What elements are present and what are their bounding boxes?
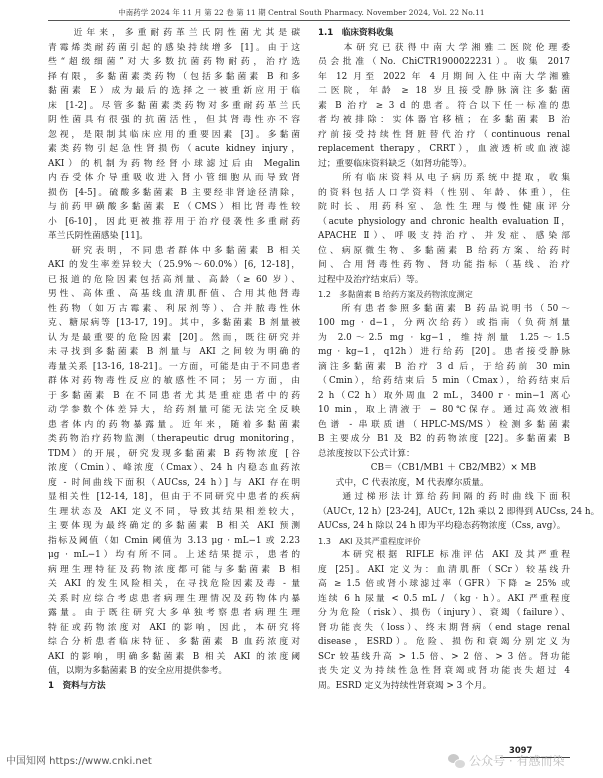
text-line: disease，ESRD）。危险、损伤和衰竭分别定义为 <box>318 637 570 647</box>
text-line: 研究表明，不同患者群体中多黏菌素 B 相关 <box>48 245 300 256</box>
text-line: 关系时应综合考虑患者病理生理情况及药物体内暴 <box>48 593 300 604</box>
text-line: 革兰氏阴性菌感染 [11]。 <box>48 231 149 241</box>
text-line: 毒量关系 [13-16, 18-21]。一方面，可能是由于不同患者 <box>48 361 300 372</box>
running-head: 中南药学 2024 年 11 月 第 22 卷 第 11 期 Central South Pharmacy. November 2024, Vol. 22 No.11 <box>118 8 485 17</box>
section-heading: 1 资料与方法 <box>48 680 106 691</box>
text-line: 指标及阈值（如 Cmin 阈值为 3.13 μg · mL−1 或 2.23 <box>48 535 300 546</box>
text-line: 年 12 月至 2022 年 4 月期间入住中南大学湘雅 <box>318 71 570 82</box>
text-line: 动学参数个体差异大，给药剂量可能无法完全反映 <box>48 405 300 415</box>
text-line: 间、合用肾毒性药物、肾功能指标（基线、治疗 <box>318 260 570 270</box>
text-line: 度 [25]。AKI 定义为：血清肌酐（SCr）较基线升 <box>318 564 570 575</box>
text-line: 群体对药物毒性反应的敏感性不同；另一方面，由 <box>48 376 300 386</box>
watermark-text: 公众号 · 有感而染 <box>469 754 565 768</box>
text-line: 分为危险（risk）、损伤（injury）、衰竭（failure）、 <box>318 608 570 618</box>
text-line: 损伤 [4-5]。硫酸多黏菌素 B 主要经非肾途径清除， <box>48 187 300 198</box>
text-line: 丧失定义为持续性急性肾衰竭或肾功能丧失超过 4 <box>318 666 570 676</box>
text-line: μg · mL−1）均有所不同。上述结果提示，患者的 <box>48 550 300 560</box>
text-line: 总浓度按以下公式计算： <box>318 448 415 459</box>
text-line: 克、糖尿病等 [13-17, 19]。其中，多黏菌素 B 剂量被 <box>48 318 300 328</box>
text-line: 浓度（Cmin）、峰浓度（Cmax）、24 h 内稳态血药浓 <box>48 463 300 473</box>
text-line: 院时长、用药科室、急性生理与慢性健康评分 <box>318 202 570 212</box>
right-column <box>318 26 600 693</box>
text-line: 本研究已获得中南大学湘雅二医院伦理委 <box>318 42 570 53</box>
watermark <box>448 752 564 769</box>
text-line: （Cmin），给药结束后 5 min（Cmax），给药结束后 <box>318 376 570 386</box>
text-line: 近年来，多重耐药革兰氏阴性菌尤其是碳 <box>48 28 300 38</box>
text-line: 主要体现为最终确定的多黏菌素 B 相关 AKI 预测 <box>48 521 300 531</box>
text-line: B 主要成分 B1 及 B2 的药物浓度 [22]。多黏菌素 B <box>318 434 570 444</box>
text-line: AKI 的发生率差异较大（25.9%～60.0%）[6, 12-18]， <box>48 260 300 270</box>
text-line: 特征或药物浓度对 AKI 的影响，因此，本研究将 <box>48 622 300 633</box>
text-line: 式中，C 代表浓度，M 代表摩尔质量。 <box>318 477 489 488</box>
wechat-icon <box>448 754 464 768</box>
text-line: replacement therapy，CRRT），血液透析或血液滤 <box>318 144 570 154</box>
text-line: 病理生理特征及药物浓度都可能与多黏菌素 B 相 <box>48 564 300 575</box>
text-line: 10 min，取上清液于 − 80℃保存。通过高效液相 <box>318 405 570 415</box>
cnki-logo[interactable]: 中国知网 https://www.cnki.net <box>6 756 152 767</box>
text-line: 滴注多黏菌素 B 治疗 3 d 后，于给药前 30 min <box>318 361 570 372</box>
text-line: 为 2.0～2.5 mg · kg−1，维持剂量 1.25～1.5 <box>318 332 570 343</box>
text-line: 关 AKI 的发生风险相关，在寻找危险因素及毒 - 量 <box>48 579 300 589</box>
text-line: 位、病原微生物、多黏菌素 B 给药方案、给药时 <box>318 245 570 256</box>
text-line: 床 [1-2]。尽管多黏菌素类药物对多重耐药革兰氏 <box>48 100 300 111</box>
text-line: 2 h（C2 h）取外周血 2 mL，3400 r · min−1 离心 <box>318 390 570 401</box>
text-line: 疗前接受持续性肾脏替代治疗（continuous renal <box>318 129 570 140</box>
text-line: 露量。由于既往研究大多单独考察患者病理生理 <box>48 608 300 618</box>
text-line: 者均被排除：实体器官移植；在多黏菌素 B 治 <box>318 115 570 125</box>
text-line: 未寻找到多黏菌素 B 剂量与 AKI 之间较为明确的 <box>48 347 300 357</box>
text-line: 于多黏菌素 B 在不同患者尤其是重症患者中的药 <box>48 390 300 401</box>
text-line: 值，以期为多黏菌素 B 的安全应用提供参考。 <box>48 666 228 676</box>
formula: CB＝（CB1/MB1 ＋ CB2/MB2）× MB <box>318 463 537 473</box>
text-line: 度 - 时间曲线下面积（AUCss, 24 h）] 与 AKI 存在明 <box>48 477 300 488</box>
text-line: 患者体内的药物暴露量。近年来，随着多黏菌素 <box>48 419 300 430</box>
text-line: 员会批准（No. ChiCTR1900022231）。收集 2017 <box>318 57 570 67</box>
text-line: 本研究根据 RIFLE 标准评估 AKI 及其严重程 <box>318 550 570 560</box>
text-line: 青霉烯类耐药菌引起的感染持续增多 [1]。由于这 <box>48 42 300 53</box>
text-line: 连续 6 h 尿量 < 0.5 mL / （kg · h）。AKI 严重程度 <box>318 593 570 604</box>
text-line: 生理状态及 AKI 定义不同，导致其结果相差较大， <box>48 506 300 517</box>
text-line: 忽视，是限制其临床应用的重要因素 [3]。多黏菌 <box>48 129 300 140</box>
text-line: 过；重要临床资料缺乏（如肾功能等）。 <box>318 158 472 169</box>
text-line: 高 ≥ 1.5 倍或肾小球滤过率（GFR）下降 ≥ 25% 或 <box>318 579 570 589</box>
text-line: 认为是最重要的危险因素 [20]。然而，既往研究并 <box>48 332 300 343</box>
text-line: 阴性菌具有很强的抗菌活性，但其肾毒性亦不容 <box>48 115 300 125</box>
text-line: TDM）的开展，研究发现多黏菌素 B 药物浓度 [谷 <box>48 448 300 459</box>
text-line: 二医院，年龄 ≥ 18 岁且接受静脉滴注多黏菌 <box>318 86 570 96</box>
text-line: 过程中及治疗结束后）等。 <box>318 274 424 285</box>
text-line: 类药物治疗药物监测（therapeutic drug monitoring， <box>48 434 300 444</box>
text-line: 的资料包括人口学资料（性别、年龄、体重），住 <box>318 187 570 198</box>
text-line: 性药物（如万古霉素、利尿剂等）、合并脓毒性休 <box>48 303 300 314</box>
page-number: 3097 <box>509 745 533 755</box>
text-line: AKI 的影响，明确多黏菌素 B 相关 AKI 的浓度阈 <box>48 651 300 662</box>
text-line: 素 B 治疗 ≥ 3 d 的患者。符合以下任一标准的患 <box>318 100 570 111</box>
text-line: 与前药甲磺酸多黏菌素 E（CMS）相比肾毒性较 <box>48 202 300 212</box>
text-line: AUCss, 24 h 除以 24 h 即为平均稳态药物浓度（Css, avg）。 <box>318 521 566 531</box>
text-line: 色谱 - 串联质谱（HPLC-MS/MS）检测多黏菌素 <box>318 419 570 430</box>
text-line: 素类药物引起急性肾损伤（acute kidney injury， <box>48 144 300 154</box>
text-line: （acute physiology and chronic health evaluation Ⅱ， <box>318 216 570 227</box>
text-line: 所有临床资料从电子病历系统中提取，收集 <box>318 173 570 183</box>
text-line: 所有患者参照多黏菌素 B 药品说明书（50～ <box>318 303 570 314</box>
subsection-heading: 1.2 多黏菌素 B 给药方案及药物浓度测定 <box>318 289 473 299</box>
text-line: 100 mg · d−1，分两次给药）或指南（负荷剂量 <box>318 318 570 328</box>
text-line: 择有限，多黏菌素类药物（包括多黏菌素 B 和多 <box>48 71 300 82</box>
text-line: AKI）的机制为药物经肾小球滤过后由 Megalin <box>48 158 300 169</box>
text-line: 小 [6-10]，因此更被推荐用于治疗侵袭性多重耐药 <box>48 216 300 227</box>
text-line: 肾功能丧失（loss）、终末期肾病（end stage renal <box>318 622 570 633</box>
text-line: 通过梯形法计算给药间隔的药时曲线下面积 <box>318 492 570 502</box>
header-rule <box>48 20 570 21</box>
text-line: 些“超级细菌”对大多数抗菌药物耐药，治疗选 <box>48 57 300 67</box>
text-line: SCr 较基线升高 > 1.5 倍、> 2 倍、> 3 倍。肾功能 <box>318 651 570 662</box>
text-line: 显相关性 [12-14, 18]，但由于不同研究中患者的疾病 <box>48 492 300 502</box>
text-line: （AUCτ, 12 h）[23-24]，AUCτ, 12h 乘以 2 即得到 AUCss, 24 h。 <box>318 506 600 517</box>
section-heading: 1.1 临床资料收集 <box>318 28 394 38</box>
text-line: mg · kg−1，q12h）进行给药 [20]。患者接受静脉 <box>318 347 570 357</box>
text-line: 男性、高体重、高基线血清肌酐值、合用其他肾毒 <box>48 289 300 299</box>
text-line: 周。ESRD 定义为持续性肾衰竭 > 3 个月。 <box>318 680 492 691</box>
subsection-heading: 1.3 AKI 及其严重程度评价 <box>318 535 421 546</box>
text-line: 综合分析患者临床特征、多黏菌素 B 血药浓度对 <box>48 637 300 647</box>
text-line: 黏菌素 E）成为最后的选择之一被重新应用于临 <box>48 86 300 96</box>
text-line: 内吞受体介导重吸收进入肾小管细胞从而导致肾 <box>48 173 300 183</box>
text-line: 已报道的危险因素包括高剂量、高龄（≥ 60 岁）、 <box>48 274 300 285</box>
left-column <box>48 26 300 693</box>
text-line: APACHE Ⅱ）、呼吸支持治疗、并发症、感染部 <box>318 231 570 241</box>
